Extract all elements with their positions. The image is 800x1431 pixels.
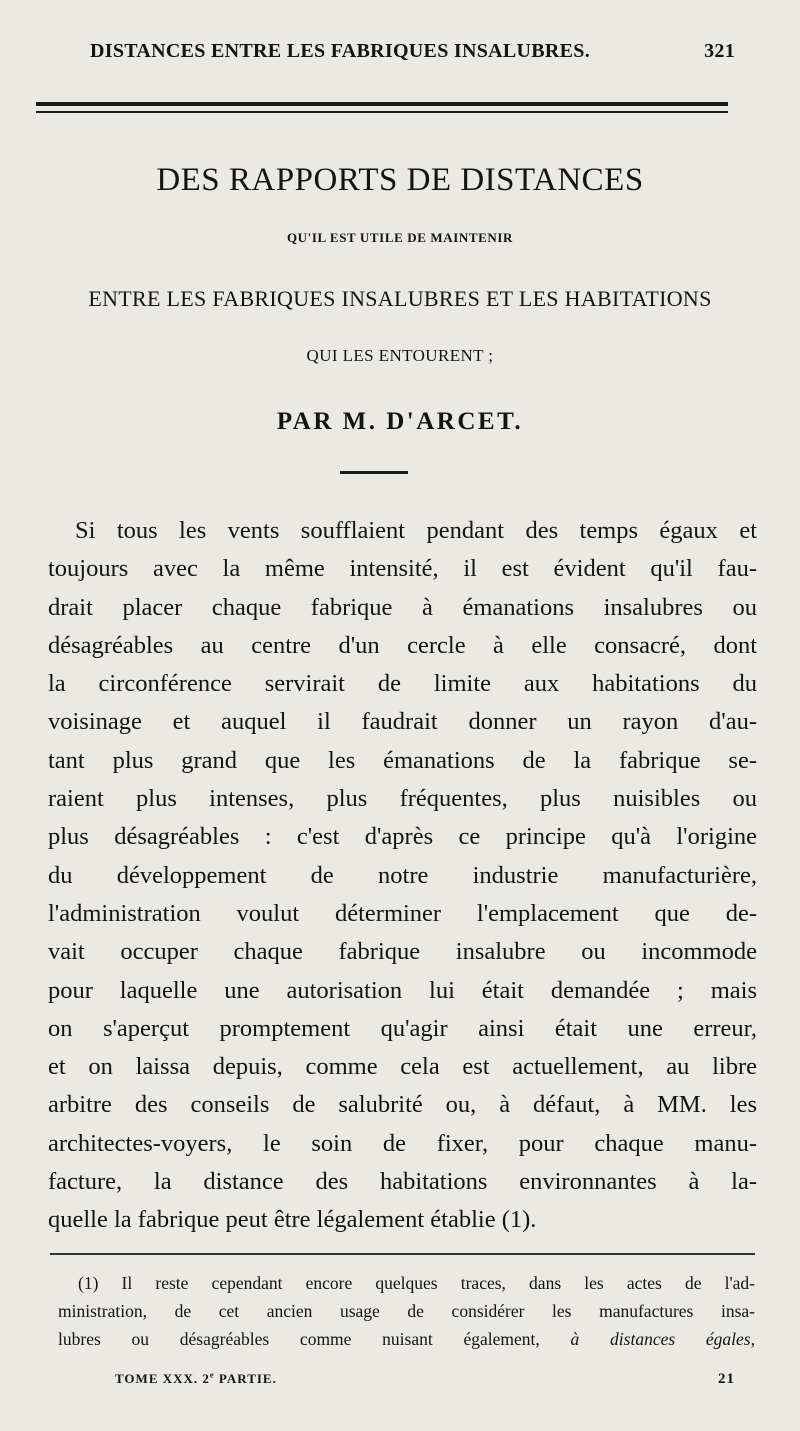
title-separator-rule bbox=[340, 471, 408, 474]
running-head-title: DISTANCES ENTRE LES FABRIQUES INSALUBRES. bbox=[90, 40, 591, 62]
volume-text: TOME XXX. 2 bbox=[115, 1371, 210, 1386]
body-line: raient plus intenses, plus fréquentes, plus nuisibles ou bbox=[48, 785, 757, 813]
body-line: arbitre des conseils de salubrité ou, à défaut, à MM. les bbox=[48, 1091, 757, 1119]
footnote-italic-text: à distances égales, bbox=[570, 1329, 755, 1349]
running-head bbox=[90, 40, 735, 74]
footnote-text: lubres ou désagréables comme nuisant également, bbox=[58, 1329, 571, 1349]
body-line: désagréables au centre d'un cercle à elle consacré, dont bbox=[48, 631, 757, 659]
body-line: Si tous les vents soufflaient pendant des temps égaux et bbox=[75, 517, 757, 544]
body-line: l'administration voulut déterminer l'emplacement que de- bbox=[48, 899, 757, 927]
footnote-line bbox=[58, 1325, 755, 1353]
article-title-connector: QU'IL EST UTILE DE MAINTENIR bbox=[286, 230, 514, 245]
page-number: 321 bbox=[704, 40, 735, 62]
article-title-ending: QUI LES ENTOURENT ; bbox=[306, 346, 494, 365]
gathering-number: 21 bbox=[718, 1371, 735, 1387]
header-rule-thick bbox=[36, 102, 728, 106]
body-line: on s'aperçut promptement qu'agir ainsi était une erreur, bbox=[48, 1014, 757, 1042]
body-line: tant plus grand que les émanations de la fabrique se- bbox=[48, 746, 757, 774]
body-line: quelle la fabrique peut être légalement établie (1). bbox=[48, 1206, 537, 1234]
footnote bbox=[58, 1269, 755, 1353]
volume-part: PARTIE. bbox=[214, 1371, 277, 1386]
body-line: vait occuper chaque fabrique insalubre ou incommode bbox=[48, 938, 757, 966]
signature-mark bbox=[115, 1371, 735, 1391]
article-title: DES RAPPORTS DE DISTANCES bbox=[156, 162, 644, 198]
body-line: plus désagréables : c'est d'après ce principe qu'à l'origine bbox=[48, 823, 757, 851]
article-title-secondary: ENTRE LES FABRIQUES INSALUBRES ET LES HABITATIONS bbox=[88, 286, 712, 311]
footnote-line: (1) Il reste cependant encore quelques traces, dans les actes de l'ad- bbox=[78, 1273, 755, 1293]
body-line: toujours avec la même intensité, il est évident qu'il fau- bbox=[48, 555, 757, 583]
footnote-line: ministration, de cet ancien usage de considérer les manufactures insa- bbox=[58, 1301, 755, 1321]
volume-superscript: e bbox=[209, 1369, 215, 1380]
body-line: du développement de notre industrie manufacturière, bbox=[48, 861, 757, 889]
body-line: drait placer chaque fabrique à émanations insalubres ou bbox=[48, 593, 757, 621]
body-line: pour laquelle une autorisation lui était demandée ; mais bbox=[48, 976, 757, 1004]
body-line: voisinage et auquel il faudrait donner un rayon d'au- bbox=[48, 708, 757, 736]
body-line: la circonférence servirait de limite aux habitations du bbox=[48, 670, 757, 698]
article-author: PAR M. D'ARCET. bbox=[276, 408, 524, 435]
body-line: architectes-voyers, le soin de fixer, pour chaque manu- bbox=[48, 1129, 757, 1157]
header-rule-thin bbox=[36, 111, 728, 113]
volume-mark bbox=[115, 1371, 277, 1387]
body-line: facture, la distance des habitations environnantes à la- bbox=[48, 1168, 757, 1196]
footnote-separator-rule bbox=[50, 1253, 755, 1255]
body-line: et on laissa depuis, comme cela est actuellement, au libre bbox=[48, 1053, 757, 1081]
body-paragraph bbox=[48, 512, 757, 1240]
header-double-rule bbox=[36, 102, 728, 116]
